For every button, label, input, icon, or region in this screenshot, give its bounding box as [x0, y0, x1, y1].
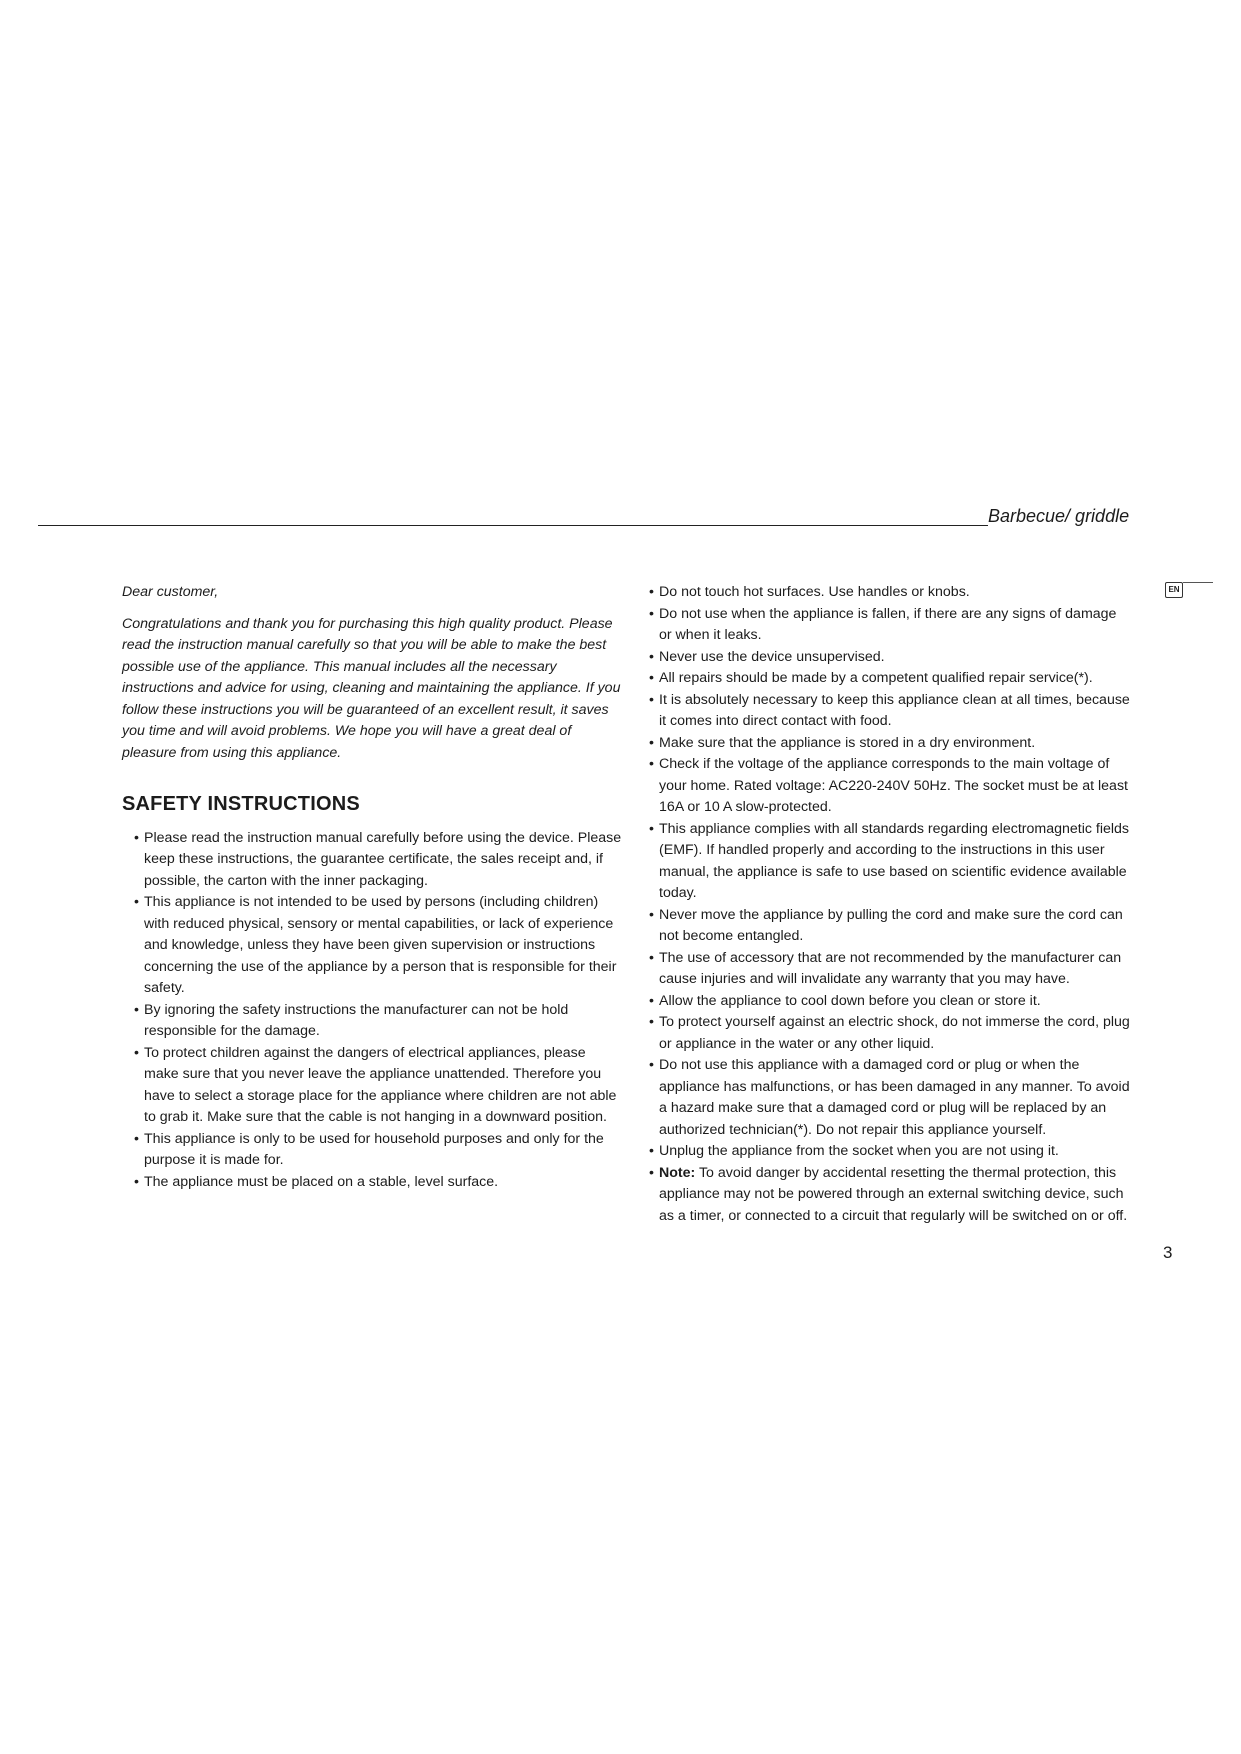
bullet-icon: •: [134, 1001, 139, 1018]
list-item: • Never use the device unsupervised.: [637, 647, 1132, 669]
list-item: • This appliance is not intended to be used by persons (including children) with reduced physical, sensory or mental capabilities, or lack of experience and knowledge, unless they have been given supervision or instructions concerning the use of the appliance by a person that is responsible for their safety.: [134, 894, 617, 996]
bullet-icon: •: [649, 648, 654, 665]
list-item: • Do not use this appliance with a damaged cord or plug or when the appliance has malfunctions, or has been damaged in any manner. To avoid a hazard make sure that a damaged cord or plug will be replaced by an authorized technician(*). Do not repair this appliance yourself.: [649, 1057, 1130, 1138]
running-header-title: Barbecue/ griddle: [988, 506, 1130, 526]
language-tab: [1165, 580, 1215, 602]
bullet-icon: •: [649, 670, 654, 686]
list-item: • Please read the instruction manual carefully before using the device. Please keep these instructions, the guarantee certificate, the sales receipt and, if possible, the carton with the inner packaging.: [134, 829, 622, 889]
bullet-icon: •: [134, 829, 139, 846]
list-item: • This appliance is only to be used for household purposes and only for the purpose it is made for.: [134, 1130, 604, 1168]
bullet-icon: •: [649, 584, 654, 600]
section-title: SAFETY INSTRUCTIONS: [122, 793, 360, 815]
bullet-icon: •: [649, 1143, 654, 1159]
list-item: • Do not use when the appliance is fallen, if there are any signs of damage or when it leaks.: [649, 605, 1117, 643]
list-item: • All repairs should be made by a competent qualified repair service(*).: [637, 668, 1132, 690]
bullet-icon: •: [649, 605, 654, 622]
list-item: • Do not touch hot surfaces. Use handles or knobs.: [637, 582, 1132, 604]
left-column: [122, 582, 622, 1193]
bullet-icon: •: [134, 1130, 139, 1147]
list-item: • Allow the appliance to cool down before you clean or store it.: [637, 991, 1132, 1013]
list-item: • Never move the appliance by pulling the cord and make sure the cord can not become entangled.: [649, 906, 1123, 944]
bullet-icon: •: [134, 1044, 139, 1061]
language-tab-rule: [1183, 582, 1213, 583]
bullet-icon: •: [134, 894, 139, 910]
list-item: • To protect yourself against an electric shock, do not immerse the cord, plug or appliance in the water or any other liquid.: [649, 1014, 1130, 1052]
list-item: • It is absolutely necessary to keep this appliance clean at all times, because it comes into direct contact with food.: [649, 691, 1130, 729]
bullet-icon: •: [649, 820, 654, 837]
bullet-icon: •: [649, 1057, 654, 1073]
bullet-icon: •: [649, 949, 654, 966]
language-code-badge: EN: [1165, 582, 1183, 598]
header-rule: [38, 525, 988, 526]
note-text: To avoid danger by accidental resetting the thermal protection, this appliance may not be powered through an external switching device, such as a timer, or connected to a circuit that regularly will be switched on or off.: [659, 1164, 1128, 1224]
bullet-icon: •: [649, 1164, 654, 1181]
bullet-icon: •: [649, 734, 654, 751]
bullet-icon: •: [649, 906, 654, 923]
bullet-icon: •: [649, 1014, 654, 1030]
list-item: • The appliance must be placed on a stable, level surface.: [122, 1172, 622, 1194]
safety-list-left: [122, 828, 622, 1194]
list-item: • The use of accessory that are not recommended by the manufacturer can cause injuries and will invalidate any warranty that you may have.: [649, 949, 1122, 987]
right-column: [637, 582, 1132, 1227]
bullet-icon: •: [134, 1173, 139, 1190]
intro-paragraph: Congratulations and thank you for purchasing this high quality product. Please read the instruction manual carefully so that you will be able to make the best possible use of the appliance. This manual includes all the necessary instructions and advice for using, cleaning and maintaining the appliance. If you follow these instructions you will be guaranteed of an excellent result, it saves you time and will avoid problems. We hope you will have a great deal of pleasure from using this appliance.: [122, 615, 621, 761]
bullet-icon: •: [649, 691, 654, 708]
list-item: • This appliance complies with all standards regarding electromagnetic fields (EMF). If handled properly and according to the instructions in this user manual, the appliance is safe to use based on scientific evidence available today.: [649, 820, 1130, 901]
list-item: • Make sure that the appliance is stored in a dry environment.: [637, 733, 1132, 755]
greeting: Dear customer,: [122, 584, 219, 600]
list-item: • Unplug the appliance from the socket when you are not using it.: [637, 1141, 1132, 1163]
safety-list-right: [637, 582, 1132, 1227]
list-item: • By ignoring the safety instructions the manufacturer can not be hold responsible for the damage.: [134, 1001, 569, 1039]
list-item: • To protect children against the dangers of electrical appliances, please make sure that you never leave the appliance unattended. Therefore you have to select a storage place for the appliance where children are not able to grab it. Make sure that the cable is not hanging in a downward position.: [134, 1044, 617, 1125]
bullet-icon: •: [649, 992, 654, 1009]
list-item: • Check if the voltage of the appliance corresponds to the main voltage of your home. Rated voltage: AC220-240V 50Hz. The socket must be at least 16A or 10 A slow-protected.: [649, 756, 1128, 815]
bullet-icon: •: [649, 756, 654, 772]
intro-section: [122, 582, 622, 764]
page-number: 3: [1163, 1243, 1173, 1262]
note-label: Note:: [659, 1164, 696, 1181]
note-item: [637, 1163, 1132, 1228]
